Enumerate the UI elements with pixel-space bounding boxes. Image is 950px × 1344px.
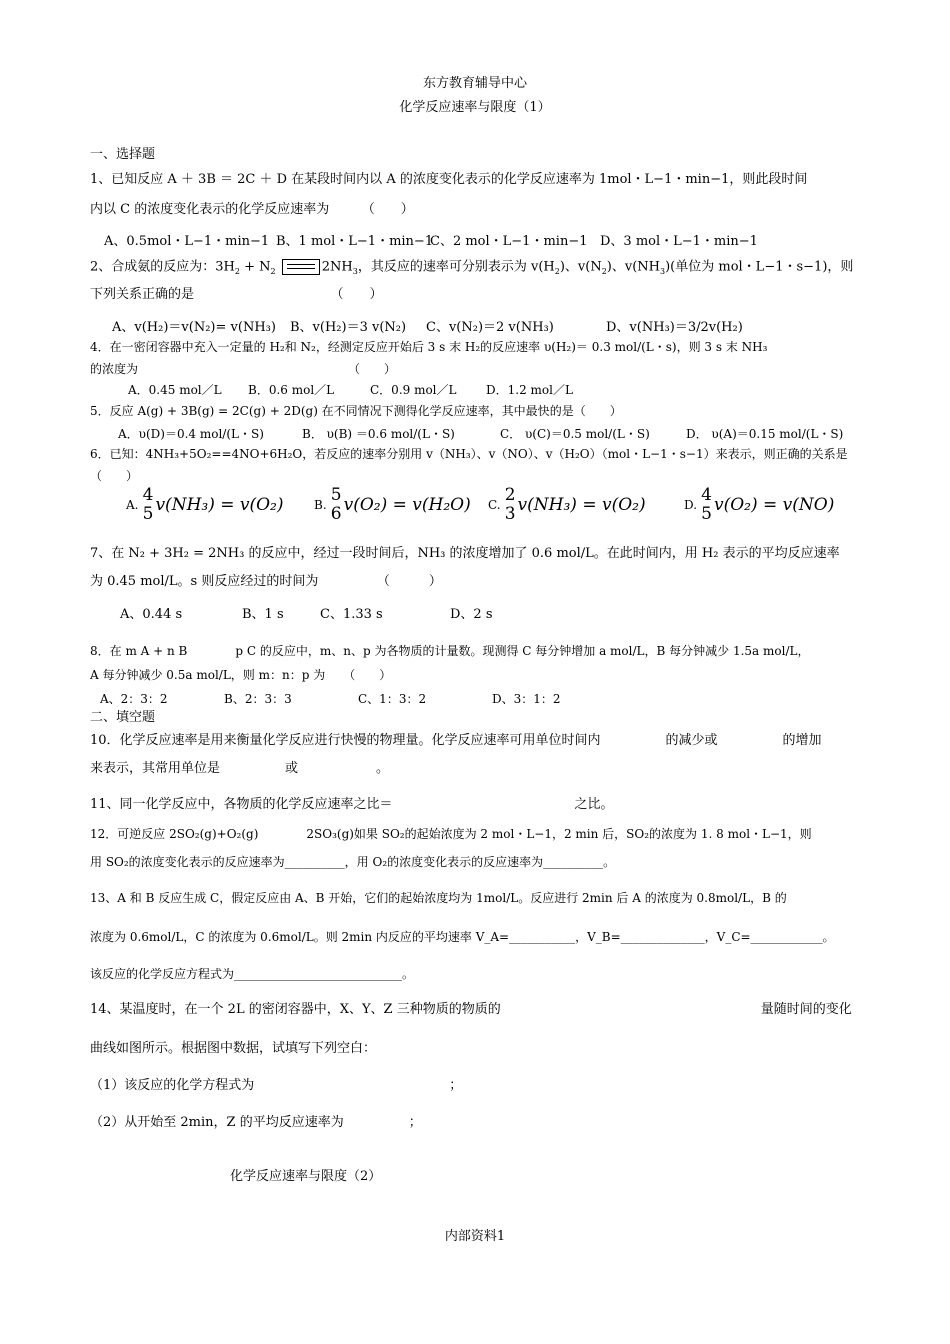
denominator: 6 — [330, 504, 342, 524]
subscript: 3 — [660, 267, 666, 277]
fraction — [143, 486, 154, 524]
q2-text: )、v(NH — [606, 259, 660, 275]
rate-expression: v(O₂) = v(NO) — [713, 495, 835, 515]
q2-line1 — [90, 259, 853, 276]
q2-option-c: C、v(N₂)＝2 v(NH₃) — [426, 320, 554, 335]
q1-line1: 1、已知反应 A ＋ 3B ＝ 2C ＋ D 在某段时间内以 A 的浓度变化表示的化学反应速率为 1mol・L−1・min−1，则此段时间 — [90, 172, 808, 187]
rate-expression: v(NH₃) = v(O₂) — [155, 495, 284, 515]
q7-option-d: D、2 s — [450, 607, 493, 622]
q13-line3: 该反应的化学反应方程式为____________________________。 — [90, 967, 415, 981]
q1-option-a: A、0.5mol・L−1・min−1 — [104, 234, 270, 249]
q1-option-c: C、2 mol・L−1・min−1 — [430, 234, 588, 249]
q4-line1: 4．在一密闭容器中充入一定量的 H₂和 N₂，经测定反应开始后 3 s 末 H₂的反应速率 υ(H₂)＝ 0.3 mol/(L・s)，则 3 s 末 NH₃ — [90, 340, 768, 354]
option-label: B. — [314, 498, 327, 512]
q4-line2: 的浓度为 （ ） — [90, 362, 397, 376]
q8-option-b: B、2：3：3 — [224, 692, 292, 706]
q5-line1: 5．反应 A(g) + 3B(g) = 2C(g) + 2D(g) 在不同情况下测得化学反应速率，其中最快的是（ ） — [90, 404, 622, 418]
q1-option-d: D、3 mol・L−1・min−1 — [600, 234, 758, 249]
q2-option-b: B、v(H₂)＝3 v(N₂) — [290, 320, 407, 335]
subscript: 2 — [270, 267, 276, 277]
q7-option-c: C、1.33 s — [320, 607, 383, 622]
equilibrium-arrow-icon — [282, 259, 320, 275]
q4-option-d: D．1.2 mol／L — [486, 383, 573, 397]
subscript: 2 — [554, 267, 560, 277]
fraction — [331, 486, 342, 524]
q11-line1: 11、同一化学反应中，各物质的化学反应速率之比＝ 之比。 — [90, 797, 614, 812]
q1-option-b: B、1 mol・L−1・min−1 — [276, 234, 434, 249]
option-label: C. — [488, 498, 501, 512]
page-footer: 内部资料1 — [444, 1229, 506, 1244]
q4-option-b: B．0.6 mol／L — [248, 383, 335, 397]
org-name: 东方教育辅导中心 — [422, 76, 527, 91]
q7-line2: 为 0.45 mol/L。s 则反应经过的时间为 （ ） — [90, 574, 442, 589]
q5-option-b: B． υ(B) ＝0.6 mol/(L・S) — [302, 427, 455, 441]
q6-option-c — [488, 486, 646, 524]
section-fill-heading: 二、填空题 — [90, 710, 156, 725]
q2-text: )、v(N — [559, 259, 602, 275]
option-label: D. — [684, 498, 698, 512]
fraction — [505, 486, 516, 524]
q4-option-c: C．0.9 mol／L — [370, 383, 457, 397]
q6-line2: （ ） — [90, 469, 139, 483]
q8-line1: 8．在 m A + n B p C 的反应中，m、n、p 为各物质的计量数。现测得 C 每分钟增加 a mol/L，B 每分钟减少 1.5a mol/L， — [90, 644, 810, 658]
q2-option-a: A、v(H₂)＝v(N₂)= v(NH₃) — [112, 320, 276, 335]
q5-option-a: A．υ(D)＝0.4 mol/(L・S) — [118, 427, 264, 441]
q1-line2: 内以 C 的浓度变化表示的化学反应速率为 （ ） — [90, 202, 414, 217]
denominator: 5 — [142, 504, 154, 524]
q2-text: )(单位为 mol・L−1・s−1)，则 — [665, 259, 854, 275]
q13-line2: 浓度为 0.6mol/L，C 的浓度为 0.6mol/L。则 2min 内反应的平均速率 V_A=___________，V_B=______________，V_C=____________。 — [90, 930, 835, 944]
q6-option-b — [314, 486, 471, 524]
q4-option-a: A．0.45 mol／L — [128, 383, 222, 397]
q13-line1: 13、A 和 B 反应生成 C，假定反应由 A、B 开始，它们的起始浓度均为 1mol/L。反应进行 2min 后 A 的浓度为 0.8mol/L，B 的 — [90, 891, 787, 905]
q7-option-b: B、1 s — [242, 607, 284, 622]
numerator: 4 — [142, 485, 154, 505]
q6-option-a — [126, 486, 284, 524]
q8-option-a: A、2：3：2 — [100, 692, 168, 706]
numerator: 2 — [504, 485, 516, 505]
q2-text: 2、合成氨的反应为：3H — [90, 259, 235, 275]
q14-line2: 曲线如图所示。根据图中数据，试填写下列空白： — [90, 1041, 377, 1056]
q7-line1: 7、在 N₂ + 3H₂ = 2NH₃ 的反应中，经过一段时间后，NH₃ 的浓度增加了 0.6 mol/L。在此时间内，用 H₂ 表示的平均反应速率 — [90, 546, 840, 561]
q12-line2: 用 SO₂的浓度变化表示的反应速率为__________，用 O₂的浓度变化表示的反应速率为__________。 — [90, 855, 616, 869]
q14-line4: （2）从开始至 2min，Z 的平均反应速率为 ； — [90, 1115, 422, 1130]
fraction — [701, 486, 712, 524]
page-title: 化学反应速率与限度（1） — [399, 100, 551, 115]
next-section-title: 化学反应速率与限度（2） — [230, 1169, 382, 1184]
subscript: 2 — [234, 267, 240, 277]
rate-expression: v(O₂) = v(H₂O) — [343, 495, 471, 515]
q8-line2: A 每分钟减少 0.5a mol/L，则 m：n：p 为 （ ） — [90, 668, 392, 682]
rate-expression: v(NH₃) = v(O₂) — [517, 495, 646, 515]
q10-line2: 来表示，其常用单位是 或 。 — [90, 761, 390, 776]
q2-line2: 下列关系正确的是 （ ） — [90, 287, 383, 302]
q14-line3: （1）该反应的化学方程式为 ； — [90, 1078, 463, 1093]
q12-line1: 12．可逆反应 2SO₂(g)+O₂(g) 2SO₃(g)如果 SO₂的起始浓度为 2 mol・L−1，2 min 后，SO₂的浓度为 1. 8 mol・L−1，则 — [90, 827, 812, 841]
subscript: 2 — [601, 267, 607, 277]
section-choice-heading: 一、选择题 — [90, 147, 156, 162]
option-label: A. — [126, 498, 139, 512]
q7-option-a: A、0.44 s — [120, 607, 183, 622]
denominator: 3 — [504, 504, 516, 524]
q5-option-d: D． υ(A)＝0.15 mol/(L・S) — [686, 427, 844, 441]
subscript: 3 — [352, 267, 358, 277]
q10-line1: 10．化学反应速率是用来衡量化学反应进行快慢的物理量。化学反应速率可用单位时间内 的减少或 的增加 — [90, 733, 822, 748]
numerator: 5 — [330, 485, 342, 505]
q8-option-c: C、1：3：2 — [358, 692, 427, 706]
q2-text: ，其反应的速率可分别表示为 v(H — [357, 259, 555, 275]
q6-line1: 6．已知：4NH₃+5O₂==4NO+6H₂O，若反应的速率分别用 v（NH₃）、v（NO）、v（H₂O）（mol・L−1・s−1）来表示，则正确的关系是 — [90, 447, 848, 461]
q2-text: + N — [239, 259, 271, 275]
q2-text: 2NH — [321, 259, 353, 275]
denominator: 5 — [701, 504, 712, 524]
numerator: 4 — [701, 485, 712, 505]
q5-option-c: C． υ(C)＝0.5 mol/(L・S) — [500, 427, 650, 441]
q8-option-d: D、3：1：2 — [492, 692, 561, 706]
q14-line1: 14、某温度时，在一个 2L 的密闭容器中，X、Y、Z 三种物质的物质的 量随时间的变化 — [90, 1002, 852, 1017]
q2-option-d: D、v(NH₃)＝3/2v(H₂) — [606, 320, 743, 335]
q6-option-d — [684, 486, 834, 524]
